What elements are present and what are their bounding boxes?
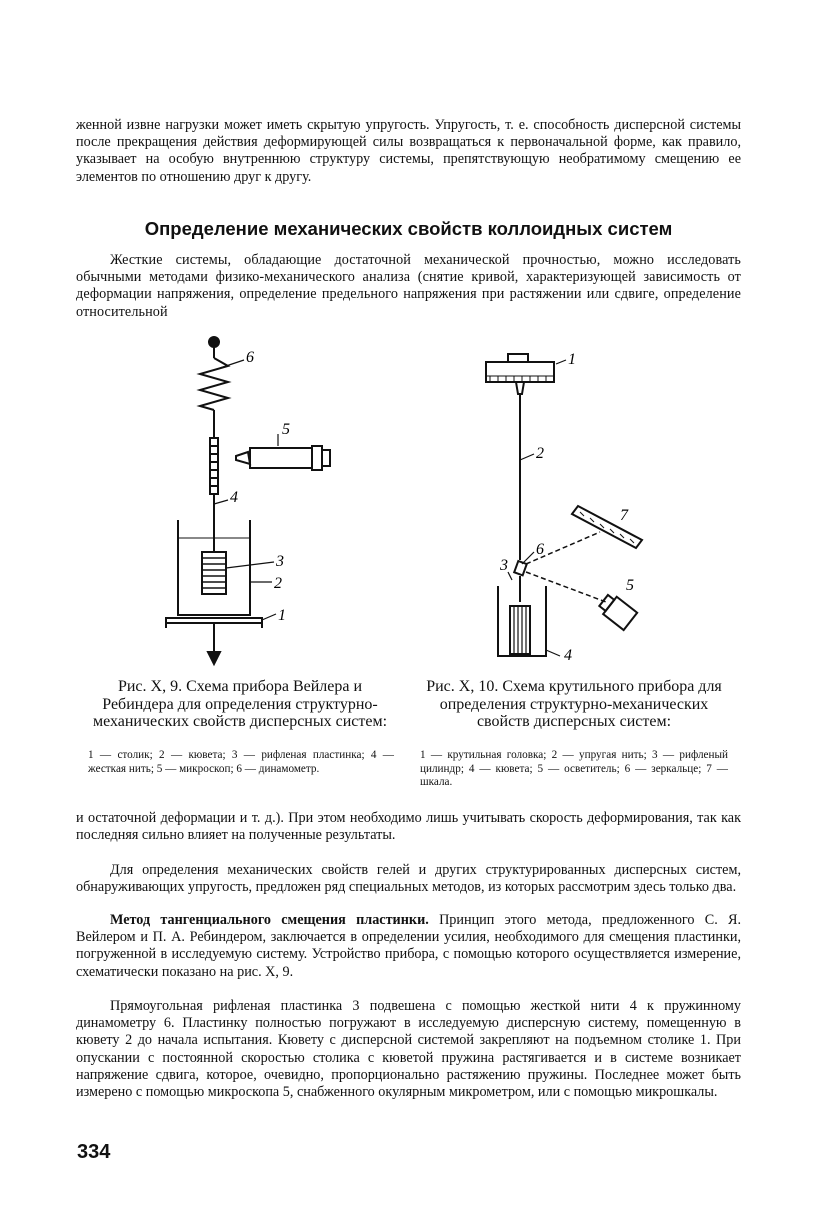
label-2: 2 <box>536 445 544 462</box>
microscope-5 <box>236 446 330 470</box>
mirror-6 <box>514 561 527 575</box>
label-3: 3 <box>276 553 284 570</box>
section-title: Определение механических свойств коллоидных систем <box>144 218 673 239</box>
last-paragraph: Прямоугольная рифленая пластинка 3 подвешена с помощью жесткой нити 4 к пружинному динамометру 6. Пластинку полностью погружают в исследуемую дисперсную систему, помещенную в кювету 2 до начала испытания. Кювету с дисперсной системой закрепляют на подъемном столике 1. При опускании с постоянной скоростью столика с кюветой пружина растягивается и в системе возникает напряжение сдвига, которое, очевидно, пропорционально растяжению пружины. Последнее может быть измерено с помощью микроскопа 5, снабженного окулярным микрометром, или с помощью микрошкалы. <box>76 998 741 1101</box>
page-number: 334 <box>77 1141 111 1163</box>
figure-left-legend: 1 — столик; 2 — кювета; 3 — рифленая пластинка; 4 — жесткая нить; 5 — микроскоп; 6 — динамометр. <box>88 749 394 775</box>
label-4: 4 <box>230 489 238 506</box>
figure-right-caption: Рис. X, 10. Схема крутильного прибора для определения структурно-механических свойств дисперсных систем: <box>426 678 722 730</box>
label-3: 3 <box>500 557 508 574</box>
label-4: 4 <box>564 647 572 664</box>
label-2: 2 <box>274 575 282 592</box>
cylinder-3 <box>510 606 530 654</box>
after-figures-paragraph: и остаточной деформации и т. д.). При этом необходимо лишь учитывать скорость деформирования, так как последняя сильно влияет на полученные результаты. <box>76 810 741 844</box>
torsion-head-1 <box>486 354 554 394</box>
label-5: 5 <box>282 421 290 438</box>
figure-right-legend: 1 — крутильная головка; 2 — упругая нить; 3 — рифленый цилиндр; 4 — кювета; 5 — осветитель; 6 — зеркальце; 7 — шкала. <box>420 749 728 788</box>
spring-6 <box>200 358 228 410</box>
illuminator-5 <box>597 592 637 630</box>
label-6: 6 <box>536 541 544 558</box>
method-text: Принцип этого метода, предложенного С. Я. Вейлером и П. А. Ребиндером, заключается в определении усилия, необходимого для смещения пластинки, погруженной в исследуемую систему. Устройство прибора, с помощью которого осуществляется измерение, схематически показано на рис. X, 9. <box>76 912 742 980</box>
figure-left-diagram <box>150 330 390 670</box>
label-7: 7 <box>620 507 628 524</box>
figure-left-caption: Рис. X, 9. Схема прибора Вейлера и Ребиндера для определения структурно-механических свойств дисперсных систем: <box>92 678 388 730</box>
top-paragraph: женной извне нагрузки может иметь скрытую упругость. Упругость, т. е. способность дисперсной системы после прекращения действия деформирующей силы возвращаться к первоначальной форме, как правило, указывает на особую внутреннюю структуру системы, препятствующую необратимому смещению ее элементов по отношению друг к другу. <box>76 117 741 185</box>
gels-paragraph: Для определения механических свойств гелей и других структурированных дисперсных систем, обнаруживающих упругость, предложен ряд специальных методов, из которых рассмотрим здесь только два. <box>76 862 741 896</box>
intro-paragraph: Жесткие системы, обладающие достаточной механической прочностью, можно исследовать обычными методами физико-механического анализа (снятие кривой, характеризующей зависимость от деформации напряжения, определение предельного напряжения при растяжении или сдвиге, определение относительной <box>76 252 741 320</box>
label-1: 1 <box>278 607 286 624</box>
label-5: 5 <box>626 577 634 594</box>
method-paragraph <box>76 912 741 981</box>
label-1: 1 <box>568 351 576 368</box>
top-hook <box>209 337 219 347</box>
scale-7 <box>572 506 642 548</box>
label-6: 6 <box>246 349 254 366</box>
method-title: Метод тангенциального смещения пластинки. <box>110 912 429 928</box>
figure-right-diagram <box>480 350 710 670</box>
